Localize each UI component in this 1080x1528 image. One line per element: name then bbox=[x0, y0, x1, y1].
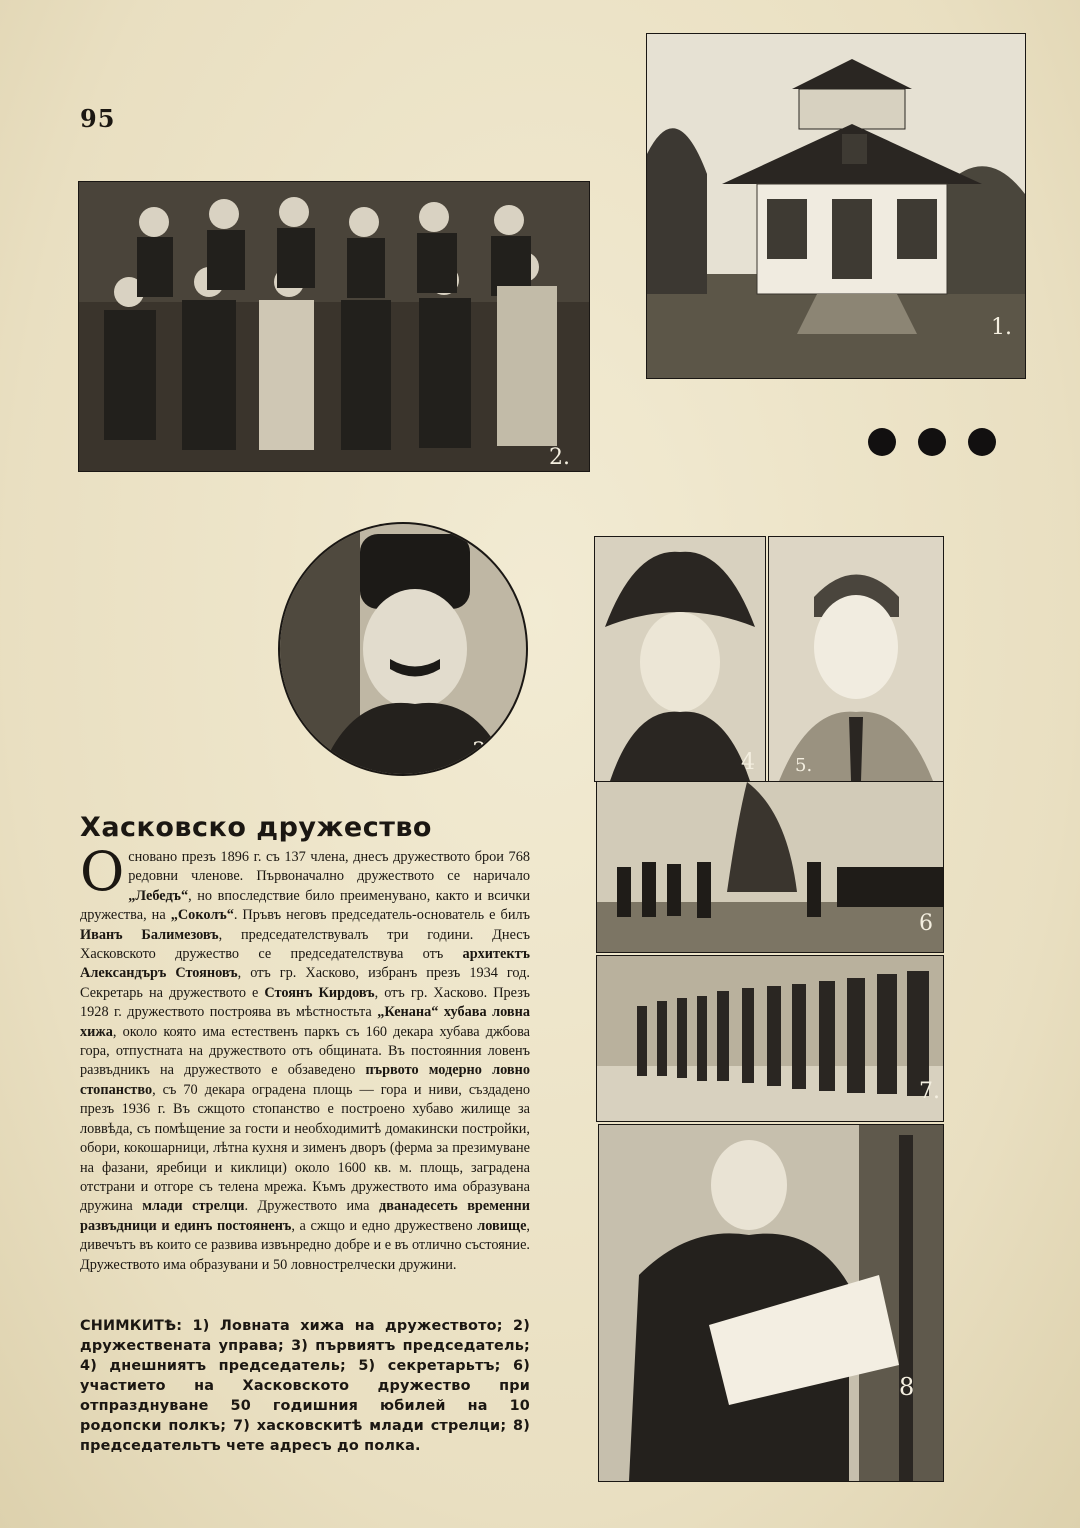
dropcap: О bbox=[80, 840, 125, 903]
article-emphasis: млади стрелци bbox=[142, 1198, 245, 1215]
article-emphasis: ловище bbox=[477, 1217, 527, 1234]
photo-first-chairman bbox=[278, 522, 528, 776]
article-emphasis: дванадесеть временни развъдници и единъ постояненъ bbox=[80, 1198, 531, 1234]
article-text-run: . Дружеството има bbox=[244, 1198, 379, 1215]
article-emphasis: Стоянъ Кирдовъ bbox=[264, 984, 375, 1001]
section-separator-dots bbox=[868, 428, 996, 456]
article-emphasis: архитектъ Александъръ Стояновъ bbox=[80, 946, 530, 982]
photo-chairman-reading bbox=[598, 1124, 944, 1482]
article-title: Хасковско дружество bbox=[80, 812, 432, 843]
photo-number-3: 3 bbox=[472, 739, 486, 764]
article-text-run: , а сжщо и едно дружествено bbox=[291, 1217, 478, 1234]
article-text-run: , около която има естественъ паркъ съ 160 декара хубава джбова гора, отпустната на дружеството отъ общината. Въ постоянния ловенъ развъдникъ на дружеството е обзаведено bbox=[80, 1023, 530, 1079]
photo-number-4: 4 bbox=[741, 750, 755, 775]
photo-captions: СНИМКИТѢ: 1) Ловната хижа на дружеството; 2) дружествената управа; 3) първиятъ председатель; 4) днешниятъ председатель; 5) секретарьтъ; 6) участието на Хасковското дружество при отпразднуване 50 годишния юбилей на 10 родопски полкъ; 7) хасковскитѣ млади стрелци; 8) председательтъ чете адресъ до полка. bbox=[80, 1318, 530, 1454]
page-number: 95 bbox=[80, 104, 116, 133]
photo-secretary bbox=[768, 536, 944, 782]
article-emphasis: „Соколъ“ bbox=[170, 907, 234, 924]
photo-number-2: 2. bbox=[549, 445, 570, 470]
photo-current-chairman bbox=[594, 536, 766, 782]
photo-number-7: 7. bbox=[919, 1079, 940, 1104]
article-emphasis: „Кенана“ хубава ловна хижа bbox=[80, 1004, 530, 1040]
photo-number-1: 1. bbox=[991, 315, 1012, 340]
article-emphasis: „Лебедъ“ bbox=[128, 887, 189, 904]
article-body bbox=[80, 840, 531, 1275]
article-text-run: , председателствувалъ три години. Днесъ Хасковското дружество се председателствува отъ bbox=[80, 926, 531, 963]
article-text-run: , дивечътъ въ които се развива извънредно добре и е въ отлично състояние. Дружеството има образувани и 50 ловнострелчески дружини. bbox=[80, 1217, 530, 1273]
article-text-run: , отъ гр. Хасково. Презъ 1928 г. дружеството построява въ мѣстностьта bbox=[80, 984, 530, 1021]
article-text-run: , съ 70 декара оградена площь — гора и ниви, създадено презъ 1936 г. Въ сжщото стопанство е построено хубаво жилище за ловвѣда, съ помѣщение за гости и необходимитѣ домакински постройки, обори, кокошарници, лѣтна кухня и зименъ дворъ (ферма за презимуване на фазани, яребици и киклици) около 1600 кв. м. площь, заградена отстрани и отгоре съ телена мрежа. Къмъ дружеството има образувана дружина bbox=[80, 1081, 530, 1215]
separator-dot bbox=[868, 428, 896, 456]
separator-dot bbox=[968, 428, 996, 456]
article-text-run: , отъ гр. Хасково, избранъ презъ 1934 год. Секретарь на дружеството е bbox=[80, 965, 530, 1001]
article-text-run: . Пръвъ неговъ председатель-основатель е билъ bbox=[233, 907, 530, 924]
photo-young-shooters bbox=[596, 955, 944, 1122]
article-text-run: сновано презъ 1896 г. съ 137 члена, днесъ дружеството брои 768 редовни членове. Първоначално дружеството се наричало bbox=[128, 849, 530, 885]
photo-board-group bbox=[78, 181, 590, 472]
article-text-run: , но впоследствие било преименувано, както и всички дружества, на bbox=[80, 887, 530, 924]
photo-number-8: 8 bbox=[899, 1373, 915, 1401]
photo-parade bbox=[596, 781, 944, 953]
photo-number-5: 5. bbox=[795, 755, 813, 776]
article-text bbox=[80, 840, 531, 1273]
article-emphasis: Иванъ Балимезовъ bbox=[80, 926, 219, 943]
photo-number-6: 6 bbox=[919, 911, 933, 936]
separator-dot bbox=[918, 428, 946, 456]
photo-hunting-lodge bbox=[646, 33, 1026, 379]
article-emphasis: първото модерно ловно стопанство bbox=[80, 1062, 530, 1098]
